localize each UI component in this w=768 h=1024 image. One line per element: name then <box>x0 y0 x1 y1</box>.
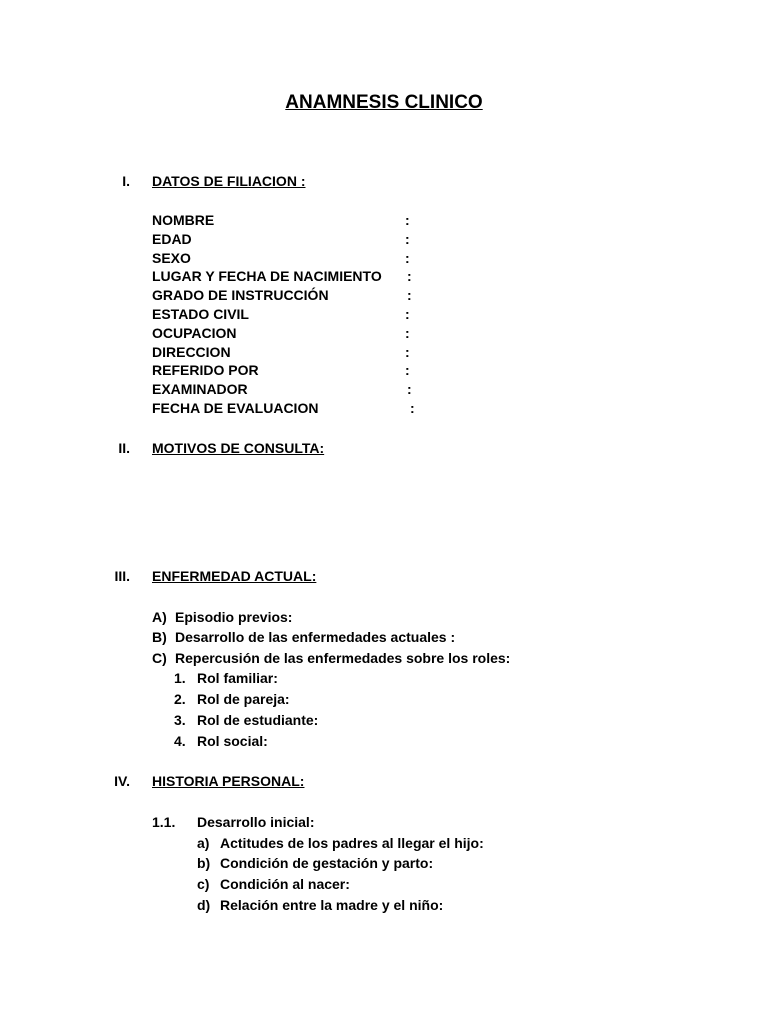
section-heading: HISTORIA PERSONAL: <box>152 773 305 789</box>
field-colon: : <box>405 306 410 322</box>
list-item: Actitudes de los padres al llegar el hijo: <box>220 835 484 851</box>
field-colon: : <box>405 212 410 228</box>
list-marker: 4. <box>174 733 186 749</box>
section-heading: MOTIVOS DE CONSULTA: <box>152 440 325 456</box>
list-marker: C) <box>152 650 167 666</box>
field-colon: : <box>407 268 412 284</box>
field-label-sexo: SEXO <box>152 250 191 266</box>
list-marker: 3. <box>174 712 186 728</box>
list-item: Rol familiar: <box>197 670 278 686</box>
field-label-estado-civil: ESTADO CIVIL <box>152 306 249 322</box>
list-item: Episodio previos: <box>175 609 293 625</box>
list-marker: A) <box>152 609 167 625</box>
list-item: Condición al nacer: <box>220 876 350 892</box>
field-colon: : <box>405 231 410 247</box>
list-item: Repercusión de las enfermedades sobre los roles: <box>175 650 511 666</box>
field-label-edad: EDAD <box>152 231 192 247</box>
list-item: Rol social: <box>197 733 268 749</box>
field-colon: : <box>405 362 410 378</box>
field-label-lugar-fecha-nacimiento: LUGAR Y FECHA DE NACIMIENTO <box>152 268 382 284</box>
field-label-grado-instruccion: GRADO DE INSTRUCCIÓN <box>152 287 329 303</box>
field-label-nombre: NOMBRE <box>152 212 215 228</box>
field-label-ocupacion: OCUPACION <box>152 325 237 341</box>
document-title: ANAMNESIS CLINICO <box>285 92 483 113</box>
list-item: Condición de gestación y parto: <box>220 855 434 871</box>
section-number: II. <box>118 440 130 456</box>
field-label-direccion: DIRECCION <box>152 344 231 360</box>
list-item: Relación entre la madre y el niño: <box>220 897 444 913</box>
section-number: IV. <box>114 773 130 789</box>
field-label-examinador: EXAMINADOR <box>152 381 248 397</box>
field-colon: : <box>405 250 410 266</box>
list-marker: a) <box>197 835 210 851</box>
field-colon: : <box>405 344 410 360</box>
subsection-title: Desarrollo inicial: <box>197 814 315 830</box>
field-label-referido-por: REFERIDO POR <box>152 362 259 378</box>
list-marker: 2. <box>174 691 186 707</box>
field-label-fecha-evaluacion: FECHA DE EVALUACION <box>152 400 319 416</box>
field-colon: : <box>405 325 410 341</box>
field-colon: : <box>407 287 412 303</box>
section-number: I. <box>122 173 130 189</box>
section-heading: DATOS DE FILIACION : <box>152 173 306 189</box>
field-colon: : <box>410 400 415 416</box>
list-item: Rol de pareja: <box>197 691 290 707</box>
field-colon: : <box>407 381 412 397</box>
list-marker: B) <box>152 629 167 645</box>
subsection-number: 1.1. <box>152 814 176 830</box>
list-item: Desarrollo de las enfermedades actuales : <box>175 629 456 645</box>
section-heading: ENFERMEDAD ACTUAL: <box>152 568 317 584</box>
list-marker: d) <box>197 897 211 913</box>
list-marker: c) <box>197 876 210 892</box>
list-marker: 1. <box>174 670 186 686</box>
list-marker: b) <box>197 855 211 871</box>
section-number: III. <box>114 568 130 584</box>
list-item: Rol de estudiante: <box>197 712 319 728</box>
